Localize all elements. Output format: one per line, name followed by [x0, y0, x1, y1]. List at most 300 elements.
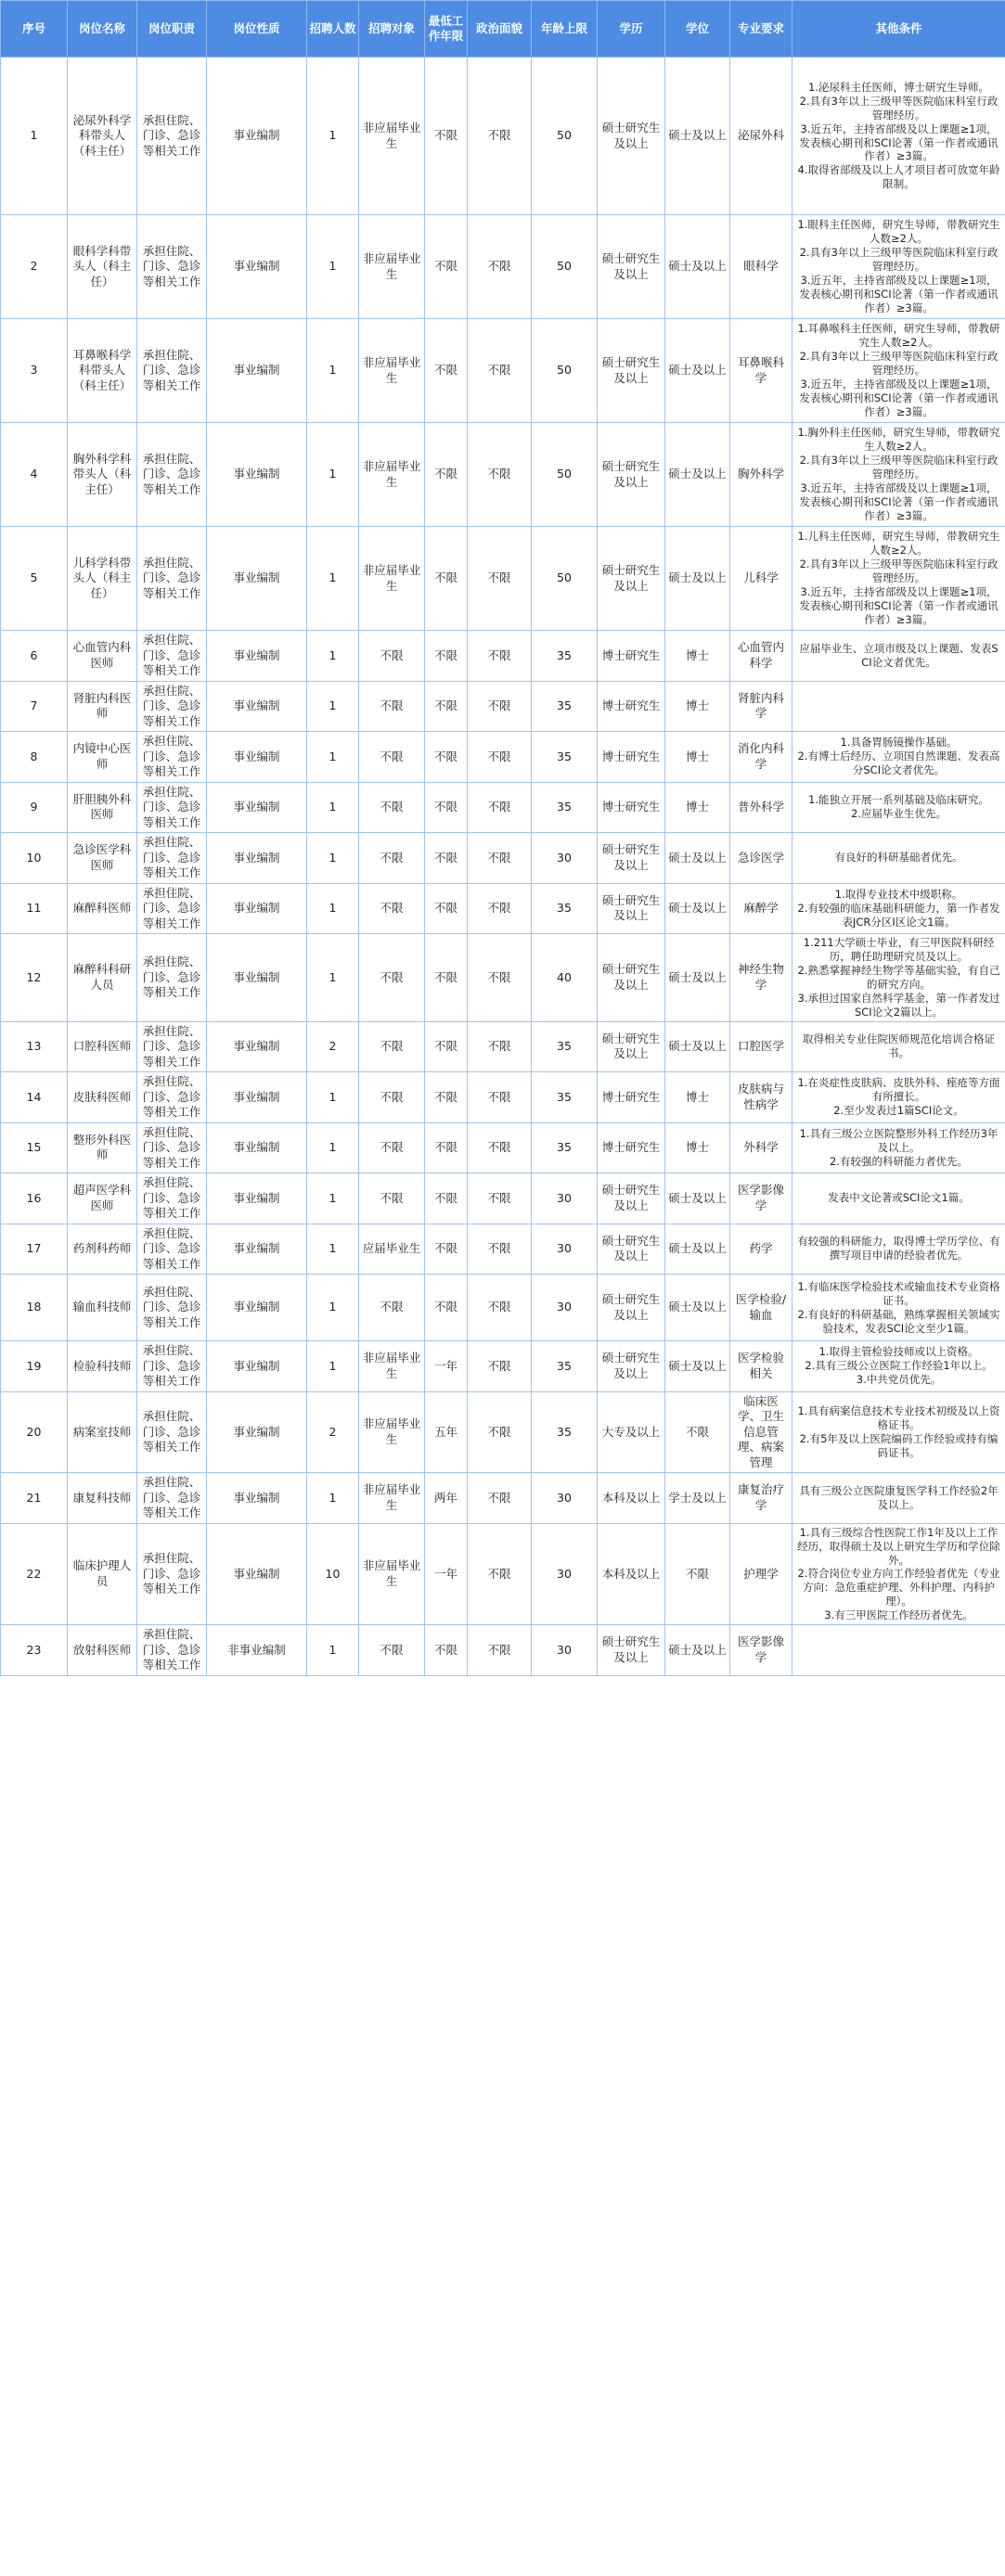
education-cell: 博士研究生: [598, 631, 665, 682]
political-status-cell: 不限: [468, 782, 532, 833]
hire-count-cell: 1: [307, 58, 359, 215]
hire-count-cell: 1: [307, 1122, 359, 1173]
political-status-cell: 不限: [468, 1275, 532, 1341]
position-duty-cell: 承担住院、门诊、急诊等相关工作: [137, 1275, 207, 1341]
position-name-cell: 超声医学科医师: [68, 1173, 137, 1224]
position-nature-cell: 事业编制: [207, 681, 307, 732]
column-header: 政治面貌: [468, 1, 532, 58]
row-number-cell: 21: [1, 1473, 68, 1524]
major-requirement-cell: 眼科学: [730, 215, 792, 319]
position-nature-cell: 事业编制: [207, 1173, 307, 1224]
row-number-cell: 13: [1, 1021, 68, 1072]
age-limit-cell: 30: [532, 1523, 598, 1625]
political-status-cell: 不限: [468, 833, 532, 884]
other-conditions-cell: [792, 1224, 1005, 1275]
major-requirement-cell: 康复治疗学: [730, 1473, 792, 1524]
major-requirement-cell: 消化内科学: [730, 732, 792, 783]
condition-line: 3.近五年，主持省部级及以上课题≥1项，发表核心期刊和SCI论著（第一作者或通讯作者）≥3篇。: [799, 122, 999, 163]
political-status-cell: 不限: [468, 1625, 532, 1676]
hire-target-cell: 不限: [359, 681, 425, 732]
major-requirement-cell: 外科学: [730, 1122, 792, 1173]
position-nature-cell: 事业编制: [207, 1021, 307, 1072]
major-requirement-cell: 医学检验/输血: [730, 1275, 792, 1341]
education-cell: 硕士研究生及以上: [598, 527, 665, 631]
hire-count-cell: 2: [307, 1021, 359, 1072]
degree-cell: 硕士及以上: [665, 527, 730, 631]
major-requirement-cell: 泌尿外科: [730, 58, 792, 215]
hire-target-cell: 非应届毕业生: [359, 58, 425, 215]
condition-line: 2.有5年及以上医院编码工作经验或持有编码证书。: [799, 1431, 999, 1459]
column-header: 岗位性质: [207, 1, 307, 58]
other-conditions-cell: [792, 319, 1005, 423]
degree-cell: 博士: [665, 782, 730, 833]
age-limit-cell: 50: [532, 58, 598, 215]
major-requirement-cell: 临床医学、卫生信息管理、病案管理: [730, 1391, 792, 1473]
age-limit-cell: 35: [532, 732, 598, 783]
row-number-cell: 15: [1, 1122, 68, 1173]
position-nature-cell: 事业编制: [207, 1523, 307, 1625]
table-row: [1, 1021, 1005, 1072]
condition-line: 3.近五年，主持省部级及以上课题≥1项，发表核心期刊和SCI论著（第一作者或通讯作者）≥3篇。: [799, 481, 999, 522]
min-work-years-cell: 不限: [425, 1173, 468, 1224]
major-requirement-cell: 肾脏内科学: [730, 681, 792, 732]
degree-cell: 硕士及以上: [665, 319, 730, 423]
hire-count-cell: 1: [307, 1275, 359, 1341]
other-conditions-cell: [792, 681, 1005, 732]
political-status-cell: 不限: [468, 1122, 532, 1173]
education-cell: 博士研究生: [598, 1122, 665, 1173]
major-requirement-cell: 护理学: [730, 1523, 792, 1625]
condition-line: 2.有良好的科研基础，熟练掌握相关领域实验技术，发表SCI论文至少1篇。: [797, 1307, 1000, 1335]
condition-line: 2.至少发表过1篇SCI论文。: [833, 1104, 964, 1118]
education-cell: 本科及以上: [598, 1523, 665, 1625]
row-number-cell: 18: [1, 1275, 68, 1341]
political-status-cell: 不限: [468, 1021, 532, 1072]
table-row: [1, 319, 1005, 423]
degree-cell: 博士: [665, 732, 730, 783]
condition-line: 2.具有三级公立医院工作经验1年以上。: [805, 1359, 993, 1373]
age-limit-cell: 35: [532, 631, 598, 682]
condition-line: 应届毕业生、立项市级及以上课题、发表SCI论文者优先。: [799, 641, 999, 669]
political-status-cell: 不限: [468, 681, 532, 732]
table-row: [1, 1173, 1005, 1224]
hire-count-cell: 1: [307, 215, 359, 319]
row-number-cell: 17: [1, 1224, 68, 1275]
position-nature-cell: 事业编制: [207, 934, 307, 1022]
position-name-cell: 检验科技师: [68, 1341, 137, 1392]
hire-target-cell: 非应届毕业生: [359, 215, 425, 319]
political-status-cell: 不限: [468, 732, 532, 783]
degree-cell: 博士: [665, 1072, 730, 1123]
age-limit-cell: 50: [532, 527, 598, 631]
age-limit-cell: 35: [532, 1072, 598, 1123]
min-work-years-cell: 不限: [425, 1021, 468, 1072]
condition-line: 3.近五年，主持省部级及以上课题≥1项，发表核心期刊和SCI论著（第一作者或通讯作者）≥3篇。: [799, 273, 999, 314]
table-header-row: [1, 1, 1005, 58]
position-nature-cell: 事业编制: [207, 527, 307, 631]
political-status-cell: 不限: [468, 1473, 532, 1524]
position-nature-cell: 事业编制: [207, 833, 307, 884]
position-name-cell: 临床护理人员: [68, 1523, 137, 1625]
age-limit-cell: 35: [532, 1391, 598, 1473]
degree-cell: 不限: [665, 1523, 730, 1625]
hire-target-cell: 非应届毕业生: [359, 527, 425, 631]
table-row: [1, 883, 1005, 934]
condition-line: 3.中共党员优先。: [856, 1373, 942, 1387]
min-work-years-cell: 不限: [425, 319, 468, 423]
position-name-cell: 胸外科学科带头人（科主任）: [68, 423, 137, 527]
degree-cell: 硕士及以上: [665, 883, 730, 934]
other-conditions-cell: [792, 631, 1005, 682]
position-duty-cell: 承担住院、门诊、急诊等相关工作: [137, 833, 207, 884]
position-name-cell: 麻醉科医师: [68, 883, 137, 934]
other-conditions-cell: [792, 527, 1005, 631]
min-work-years-cell: 一年: [425, 1341, 468, 1392]
major-requirement-cell: 儿科学: [730, 527, 792, 631]
position-name-cell: 肝胆胰外科医师: [68, 782, 137, 833]
other-conditions-cell: [792, 934, 1005, 1022]
position-nature-cell: 事业编制: [207, 1391, 307, 1473]
hire-target-cell: 不限: [359, 732, 425, 783]
table-body: [1, 58, 1005, 1676]
position-duty-cell: 承担住院、门诊、急诊等相关工作: [137, 1224, 207, 1275]
row-number-cell: 12: [1, 934, 68, 1022]
degree-cell: 硕士及以上: [665, 1341, 730, 1392]
education-cell: 博士研究生: [598, 1072, 665, 1123]
position-name-cell: 口腔科医师: [68, 1021, 137, 1072]
degree-cell: 硕士及以上: [665, 423, 730, 527]
age-limit-cell: 30: [532, 833, 598, 884]
position-duty-cell: 承担住院、门诊、急诊等相关工作: [137, 1391, 207, 1473]
education-cell: 硕士研究生及以上: [598, 1275, 665, 1341]
major-requirement-cell: 医学影像学: [730, 1625, 792, 1676]
age-limit-cell: 35: [532, 1021, 598, 1072]
political-status-cell: 不限: [468, 1391, 532, 1473]
position-nature-cell: 事业编制: [207, 319, 307, 423]
hire-count-cell: 1: [307, 681, 359, 732]
position-name-cell: 整形外科医师: [68, 1122, 137, 1173]
degree-cell: 硕士及以上: [665, 1275, 730, 1341]
other-conditions-cell: [792, 58, 1005, 215]
position-nature-cell: 非事业编制: [207, 1625, 307, 1676]
condition-line: 2.具有3年以上三级甲等医院临床科室行政管理经历。: [799, 94, 999, 122]
position-nature-cell: 事业编制: [207, 1275, 307, 1341]
hire-target-cell: 非应届毕业生: [359, 1523, 425, 1625]
min-work-years-cell: 不限: [425, 1275, 468, 1341]
education-cell: 本科及以上: [598, 1473, 665, 1524]
major-requirement-cell: 药学: [730, 1224, 792, 1275]
position-duty-cell: 承担住院、门诊、急诊等相关工作: [137, 1625, 207, 1676]
major-requirement-cell: 胸外科学: [730, 423, 792, 527]
table-row: [1, 1122, 1005, 1173]
table-row: [1, 1391, 1005, 1473]
row-number-cell: 23: [1, 1625, 68, 1676]
education-cell: 硕士研究生及以上: [598, 1625, 665, 1676]
row-number-cell: 6: [1, 631, 68, 682]
position-name-cell: 放射科医师: [68, 1625, 137, 1676]
hire-count-cell: 1: [307, 319, 359, 423]
condition-line: 1.具有三级综合性医院工作1年及以上工作经历，取得硕士及以上研究生学历和学位除外。: [797, 1525, 1000, 1567]
position-duty-cell: 承担住院、门诊、急诊等相关工作: [137, 527, 207, 631]
row-number-cell: 14: [1, 1072, 68, 1123]
other-conditions-cell: [792, 1021, 1005, 1072]
min-work-years-cell: 不限: [425, 423, 468, 527]
education-cell: 硕士研究生及以上: [598, 1341, 665, 1392]
table-row: [1, 1341, 1005, 1392]
political-status-cell: 不限: [468, 631, 532, 682]
political-status-cell: 不限: [468, 883, 532, 934]
major-requirement-cell: 皮肤病与性病学: [730, 1072, 792, 1123]
political-status-cell: 不限: [468, 215, 532, 319]
position-name-cell: 心血管内科医师: [68, 631, 137, 682]
hire-count-cell: 1: [307, 883, 359, 934]
row-number-cell: 11: [1, 883, 68, 934]
row-number-cell: 9: [1, 782, 68, 833]
min-work-years-cell: 不限: [425, 681, 468, 732]
other-conditions-cell: [792, 1391, 1005, 1473]
hire-count-cell: 1: [307, 1341, 359, 1392]
other-conditions-cell: [792, 1523, 1005, 1625]
condition-line: 1.耳鼻喉科主任医师，研究生导师，带教研究生人数≥2人。: [797, 322, 1000, 350]
age-limit-cell: 30: [532, 1224, 598, 1275]
other-conditions-cell: [792, 833, 1005, 884]
position-duty-cell: 承担住院、门诊、急诊等相关工作: [137, 1072, 207, 1123]
major-requirement-cell: 心血管内科学: [730, 631, 792, 682]
age-limit-cell: 50: [532, 423, 598, 527]
political-status-cell: 不限: [468, 1173, 532, 1224]
condition-line: 3.近五年，主持省部级及以上课题≥1项，发表核心期刊和SCI论著（第一作者或通讯作者）≥3篇。: [799, 377, 999, 418]
education-cell: 硕士研究生及以上: [598, 215, 665, 319]
age-limit-cell: 30: [532, 1275, 598, 1341]
row-number-cell: 7: [1, 681, 68, 732]
education-cell: 博士研究生: [598, 782, 665, 833]
major-requirement-cell: 口腔医学: [730, 1021, 792, 1072]
condition-line: 1.具有三级公立医院整形外科工作经历3年及以上。: [799, 1126, 999, 1154]
condition-line: 3.有三甲医院工作经历者优先。: [824, 1608, 973, 1622]
condition-line: 取得相关专业住院医师规范化培训合格证书。: [803, 1032, 995, 1060]
position-name-cell: 眼科学科带头人（科主任）: [68, 215, 137, 319]
table-row: [1, 934, 1005, 1022]
condition-line: 1.眼科主任医师，研究生导师，带教研究生人数≥2人。: [797, 218, 1000, 246]
min-work-years-cell: 不限: [425, 527, 468, 631]
position-duty-cell: 承担住院、门诊、急诊等相关工作: [137, 883, 207, 934]
column-header: 专业要求: [730, 1, 792, 58]
min-work-years-cell: 不限: [425, 1122, 468, 1173]
age-limit-cell: 35: [532, 1122, 598, 1173]
min-work-years-cell: 不限: [425, 631, 468, 682]
political-status-cell: 不限: [468, 1224, 532, 1275]
hire-target-cell: 不限: [359, 631, 425, 682]
hire-target-cell: 不限: [359, 1122, 425, 1173]
education-cell: 硕士研究生及以上: [598, 1021, 665, 1072]
position-duty-cell: 承担住院、门诊、急诊等相关工作: [137, 58, 207, 215]
hire-target-cell: 非应届毕业生: [359, 1391, 425, 1473]
degree-cell: 硕士及以上: [665, 1021, 730, 1072]
position-name-cell: 皮肤科医师: [68, 1072, 137, 1123]
hire-count-cell: 1: [307, 631, 359, 682]
major-requirement-cell: 普外科学: [730, 782, 792, 833]
table-row: [1, 215, 1005, 319]
hire-target-cell: 不限: [359, 883, 425, 934]
condition-line: 2.有较强的科研能力者优先。: [830, 1154, 968, 1168]
age-limit-cell: 50: [532, 319, 598, 423]
other-conditions-cell: [792, 1173, 1005, 1224]
column-header: 招聘对象: [359, 1, 425, 58]
condition-line: 2.具有3年以上三级甲等医院临床科室行政管理经历。: [799, 350, 999, 378]
degree-cell: 博士: [665, 681, 730, 732]
political-status-cell: 不限: [468, 319, 532, 423]
hire-target-cell: 不限: [359, 1072, 425, 1123]
condition-line: 2.具有3年以上三级甲等医院临床科室行政管理经历。: [799, 454, 999, 481]
row-number-cell: 8: [1, 732, 68, 783]
position-name-cell: 急诊医学科医师: [68, 833, 137, 884]
condition-line: 1.211大学硕士毕业，有三甲医院科研经历，聘任助理研究员及以上。: [803, 936, 995, 963]
other-conditions-cell: [792, 1072, 1005, 1123]
condition-line: 有良好的科研基础者优先。: [834, 851, 963, 865]
table-row: [1, 1275, 1005, 1341]
table-row: [1, 681, 1005, 732]
other-conditions-cell: [792, 1122, 1005, 1173]
age-limit-cell: 30: [532, 1173, 598, 1224]
table-row: [1, 527, 1005, 631]
hire-target-cell: 不限: [359, 1021, 425, 1072]
position-nature-cell: 事业编制: [207, 1122, 307, 1173]
position-duty-cell: 承担住院、门诊、急诊等相关工作: [137, 1021, 207, 1072]
condition-line: 1.有临床医学检验技术或输血技术专业资格证书。: [797, 1279, 1000, 1307]
condition-line: 3.近五年，主持省部级及以上课题≥1项，发表核心期刊和SCI论著（第一作者或通讯作者）≥3篇。: [799, 584, 999, 626]
position-duty-cell: 承担住院、门诊、急诊等相关工作: [137, 782, 207, 833]
degree-cell: 硕士及以上: [665, 1625, 730, 1676]
condition-line: 4.取得省部级及以上人才项目者可放宽年龄限制。: [797, 163, 1000, 191]
hire-count-cell: 2: [307, 1391, 359, 1473]
condition-line: 1.具有病案信息技术专业技术初级及以上资格证书。: [797, 1404, 1000, 1431]
position-duty-cell: 承担住院、门诊、急诊等相关工作: [137, 934, 207, 1022]
other-conditions-cell: [792, 1625, 1005, 1676]
education-cell: 硕士研究生及以上: [598, 833, 665, 884]
row-number-cell: 3: [1, 319, 68, 423]
hire-target-cell: 不限: [359, 1625, 425, 1676]
min-work-years-cell: 不限: [425, 934, 468, 1022]
major-requirement-cell: 医学影像学: [730, 1173, 792, 1224]
position-nature-cell: 事业编制: [207, 1341, 307, 1392]
hire-count-cell: 1: [307, 833, 359, 884]
min-work-years-cell: 一年: [425, 1523, 468, 1625]
position-name-cell: 肾脏内科医师: [68, 681, 137, 732]
column-header: 学位: [665, 1, 730, 58]
row-number-cell: 4: [1, 423, 68, 527]
degree-cell: 硕士及以上: [665, 833, 730, 884]
position-duty-cell: 承担住院、门诊、急诊等相关工作: [137, 732, 207, 783]
education-cell: 硕士研究生及以上: [598, 423, 665, 527]
row-number-cell: 22: [1, 1523, 68, 1625]
degree-cell: 博士: [665, 1122, 730, 1173]
age-limit-cell: 35: [532, 782, 598, 833]
hire-count-cell: 1: [307, 1224, 359, 1275]
position-name-cell: 病案室技师: [68, 1391, 137, 1473]
age-limit-cell: 35: [532, 883, 598, 934]
position-nature-cell: 事业编制: [207, 782, 307, 833]
condition-line: 1.儿科主任医师，研究生导师，带教研究生人数≥2人。: [797, 530, 1000, 557]
position-duty-cell: 承担住院、门诊、急诊等相关工作: [137, 215, 207, 319]
degree-cell: 硕士及以上: [665, 934, 730, 1022]
condition-line: 2.符合岗位专业方向工作经验者优先（专业方向：急危重症护理、外科护理、内科护理）。: [797, 1567, 1000, 1608]
education-cell: 硕士研究生及以上: [598, 934, 665, 1022]
education-cell: 博士研究生: [598, 681, 665, 732]
position-duty-cell: 承担住院、门诊、急诊等相关工作: [137, 1341, 207, 1392]
position-name-cell: 耳鼻喉科学科带头人（科主任）: [68, 319, 137, 423]
hire-target-cell: 应届毕业生: [359, 1224, 425, 1275]
table-row: [1, 833, 1005, 884]
hire-count-cell: 1: [307, 423, 359, 527]
other-conditions-cell: [792, 215, 1005, 319]
column-header: 序号: [1, 1, 68, 58]
condition-line: 1.在炎症性皮肤病、皮肤外科、痤疮等方面有所擅长。: [797, 1076, 1000, 1104]
min-work-years-cell: 五年: [425, 1391, 468, 1473]
degree-cell: 硕士及以上: [665, 58, 730, 215]
other-conditions-cell: [792, 1473, 1005, 1524]
table-row: [1, 1072, 1005, 1123]
age-limit-cell: 35: [532, 1341, 598, 1392]
position-name-cell: 儿科学科带头人（科主任）: [68, 527, 137, 631]
major-requirement-cell: 神经生物学: [730, 934, 792, 1022]
min-work-years-cell: 不限: [425, 833, 468, 884]
position-nature-cell: 事业编制: [207, 631, 307, 682]
major-requirement-cell: 急诊医学: [730, 833, 792, 884]
row-number-cell: 5: [1, 527, 68, 631]
condition-line: 1.取得专业技术中级职称。: [834, 887, 963, 901]
hire-target-cell: 非应届毕业生: [359, 319, 425, 423]
hire-count-cell: 10: [307, 1523, 359, 1625]
hire-count-cell: 1: [307, 1173, 359, 1224]
condition-line: 2.应届毕业生优先。: [851, 807, 947, 821]
education-cell: 大专及以上: [598, 1391, 665, 1473]
position-duty-cell: 承担住院、门诊、急诊等相关工作: [137, 1173, 207, 1224]
education-cell: 硕士研究生及以上: [598, 883, 665, 934]
position-name-cell: 泌尿外科学科带头人（科主任）: [68, 58, 137, 215]
position-duty-cell: 承担住院、门诊、急诊等相关工作: [137, 1523, 207, 1625]
position-name-cell: 内镜中心医师: [68, 732, 137, 783]
position-nature-cell: 事业编制: [207, 423, 307, 527]
column-header: 最低工作年限: [425, 1, 468, 58]
hire-target-cell: 不限: [359, 934, 425, 1022]
position-name-cell: 康复科技师: [68, 1473, 137, 1524]
political-status-cell: 不限: [468, 934, 532, 1022]
position-duty-cell: 承担住院、门诊、急诊等相关工作: [137, 681, 207, 732]
major-requirement-cell: 麻醉学: [730, 883, 792, 934]
education-cell: 硕士研究生及以上: [598, 319, 665, 423]
row-number-cell: 2: [1, 215, 68, 319]
hire-count-cell: 1: [307, 1473, 359, 1524]
column-header: 年龄上限: [532, 1, 598, 58]
education-cell: 硕士研究生及以上: [598, 1224, 665, 1275]
row-number-cell: 16: [1, 1173, 68, 1224]
major-requirement-cell: 耳鼻喉科学: [730, 319, 792, 423]
condition-line: 3.承担过国家自然科学基金，第一作者发过SCI论文2篇以上。: [797, 991, 1000, 1019]
position-name-cell: 药剂科药师: [68, 1224, 137, 1275]
min-work-years-cell: 不限: [425, 1625, 468, 1676]
hire-target-cell: 非应届毕业生: [359, 1473, 425, 1524]
other-conditions-cell: [792, 732, 1005, 783]
table-row: [1, 631, 1005, 682]
condition-line: 2.有博士后经历、立项国自然课题、发表高分SCI论文者优先。: [797, 750, 1000, 777]
position-nature-cell: 事业编制: [207, 215, 307, 319]
table-row: [1, 1473, 1005, 1524]
hire-target-cell: 非应届毕业生: [359, 1341, 425, 1392]
political-status-cell: 不限: [468, 1523, 532, 1625]
condition-line: 有较强的科研能力，取得博士学历学位、有撰写项目申请的经验者优先。: [797, 1235, 1000, 1262]
position-nature-cell: 事业编制: [207, 732, 307, 783]
political-status-cell: 不限: [468, 58, 532, 215]
